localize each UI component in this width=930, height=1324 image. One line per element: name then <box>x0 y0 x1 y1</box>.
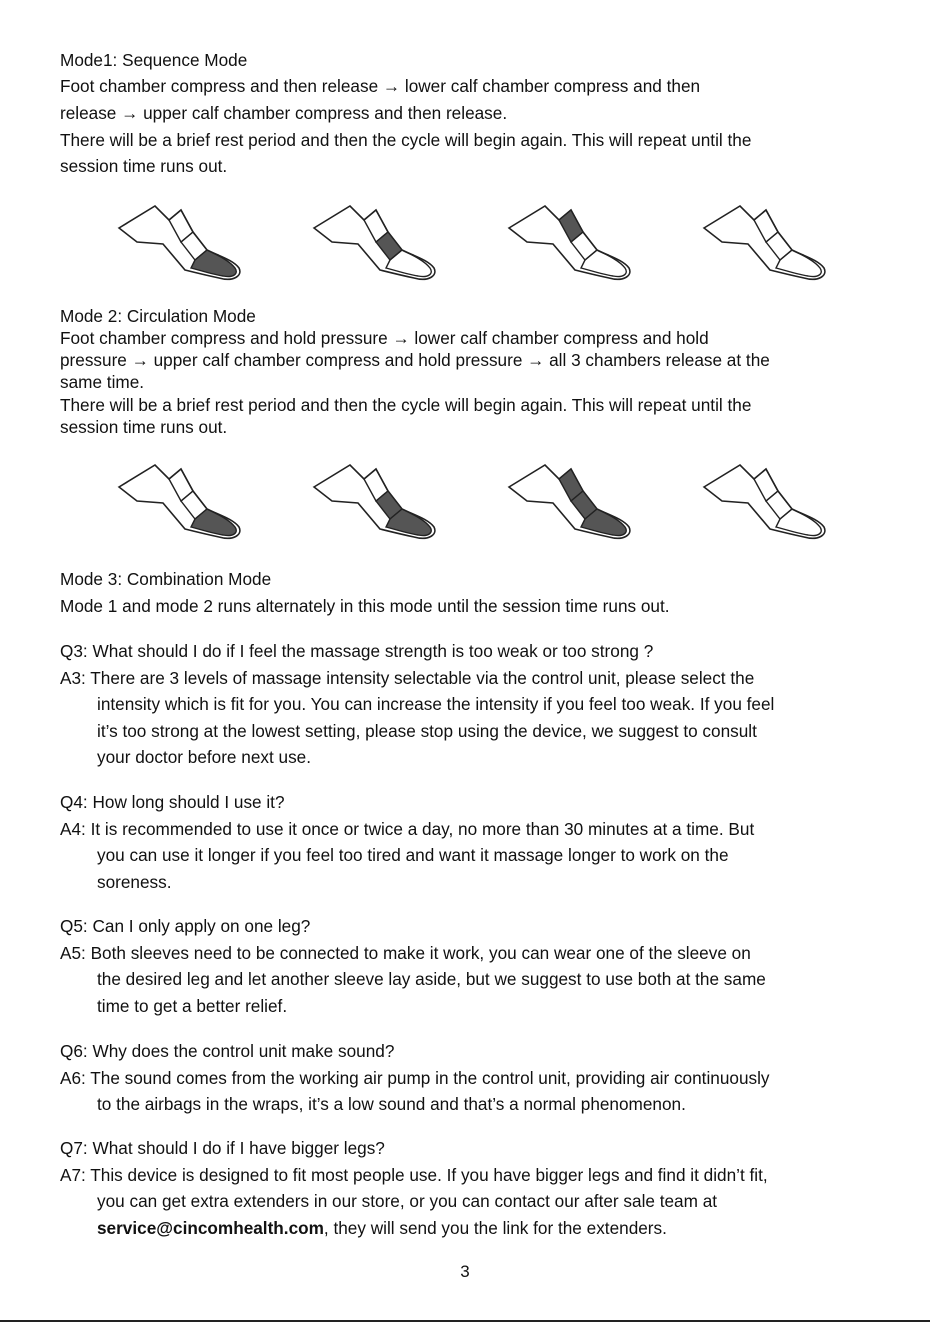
sleeve-chamber-lower <box>766 491 792 519</box>
leg-sleeve-illustration <box>700 457 830 547</box>
sleeve-chamber-upper <box>169 469 193 501</box>
faq-answer-line: intensity which is fit for you. You can increase the intensity if you feel too weak. If you feel <box>97 694 775 714</box>
leg-outline <box>704 206 825 279</box>
leg-sleeve-illustration <box>310 457 440 547</box>
sleeve-chamber-lower <box>766 232 792 260</box>
mode1-line: release → upper calf chamber compress and then release. <box>60 103 508 123</box>
leg-sleeve-illustration <box>505 198 635 288</box>
faq-answer-line: A3: There are 3 levels of massage intensity selectable via the control unit, please select the <box>60 668 755 688</box>
mode2-line: There will be a brief rest period and then the cycle will begin again. This will repeat until the <box>60 395 752 415</box>
mode2-line: session time runs out. <box>60 417 228 437</box>
mode1-heading: Mode1: Sequence Mode <box>60 50 248 70</box>
leg-sleeve-drawing <box>115 457 245 547</box>
faq-answer-line <box>97 1217 667 1239</box>
leg-sleeve-illustration <box>115 198 245 288</box>
faq-answer-line: A6: The sound comes from the working air pump in the control unit, providing air continuously <box>60 1068 770 1088</box>
faq-question: Q5: Can I only apply on one leg? <box>60 916 311 936</box>
faq-answer-line: you can use it longer if you feel too tired and want it massage longer to work on the <box>97 845 729 865</box>
leg-sleeve-illustration <box>505 457 635 547</box>
faq-answer-tail: , they will send you the link for the extenders. <box>323 1218 667 1238</box>
mode2-heading: Mode 2: Circulation Mode <box>60 306 256 326</box>
mode2-line: Foot chamber compress and hold pressure → lower calf chamber compress and hold <box>60 328 709 348</box>
faq-answer-line: A4: It is recommended to use it once or twice a day, no more than 30 minutes at a time. But <box>60 819 755 839</box>
leg-sleeve-illustration <box>700 198 830 288</box>
page-number: 3 <box>460 1262 470 1281</box>
support-email-link[interactable]: service@cincomhealth.com <box>97 1218 324 1238</box>
faq-answer-line: A7: This device is designed to fit most people use. If you have bigger legs and find it didn’t fit, <box>60 1165 768 1185</box>
leg-sleeve-drawing <box>310 457 440 547</box>
faq-question: Q4: How long should I use it? <box>60 792 285 812</box>
mode2-line: same time. <box>60 372 145 392</box>
leg-sleeve-drawing <box>505 198 635 288</box>
mode1-line: Foot chamber compress and then release → lower calf chamber compress and then <box>60 76 701 96</box>
sleeve-chamber-lower <box>376 232 402 260</box>
mode1-line: session time runs out. <box>60 156 228 176</box>
sleeve-chamber-upper <box>754 210 778 242</box>
leg-sleeve-drawing <box>700 457 830 547</box>
page-bottom-rule <box>0 1320 930 1322</box>
leg-outline <box>314 206 435 279</box>
leg-sleeve-drawing <box>505 457 635 547</box>
faq-answer-line: your doctor before next use. <box>97 747 312 767</box>
leg-sleeve-drawing <box>700 198 830 288</box>
sleeve-chamber-upper <box>754 469 778 501</box>
sleeve-chamber-upper <box>169 210 193 242</box>
leg-sleeve-illustration <box>310 198 440 288</box>
faq-answer-line: A5: Both sleeves need to be connected to make it work, you can wear one of the sleeve on <box>60 943 751 963</box>
mode2-line: pressure → upper calf chamber compress and hold pressure → all 3 chambers release at the <box>60 350 770 370</box>
faq-question: Q3: What should I do if I feel the massage strength is too weak or too strong ? <box>60 641 654 661</box>
faq-answer-line: it’s too strong at the lowest setting, please stop using the device, we suggest to consult <box>97 721 757 741</box>
faq-answer-line: soreness. <box>97 872 172 892</box>
mode3-heading: Mode 3: Combination Mode <box>60 569 272 589</box>
mode3-line: Mode 1 and mode 2 runs alternately in this mode until the session time runs out. <box>60 596 670 616</box>
leg-sleeve-drawing <box>310 198 440 288</box>
mode2-illustrations <box>0 457 930 547</box>
mode1-illustrations <box>0 198 930 288</box>
faq-answer-line: to the airbags in the wraps, it’s a low sound and that’s a normal phenomenon. <box>97 1094 686 1114</box>
leg-sleeve-illustration <box>115 457 245 547</box>
mode1-line: There will be a brief rest period and then the cycle will begin again. This will repeat until the <box>60 130 752 150</box>
sleeve-chamber-upper <box>559 210 583 242</box>
leg-sleeve-drawing <box>115 198 245 288</box>
faq-answer-line: you can get extra extenders in our store, or you can contact our after sale team at <box>97 1191 718 1211</box>
faq-question: Q7: What should I do if I have bigger legs? <box>60 1138 385 1158</box>
faq-answer-line: the desired leg and let another sleeve lay aside, but we suggest to use both at the same <box>97 969 766 989</box>
leg-outline <box>704 465 825 538</box>
faq-answer-line: time to get a better relief. <box>97 996 288 1016</box>
faq-question: Q6: Why does the control unit make sound? <box>60 1041 395 1061</box>
